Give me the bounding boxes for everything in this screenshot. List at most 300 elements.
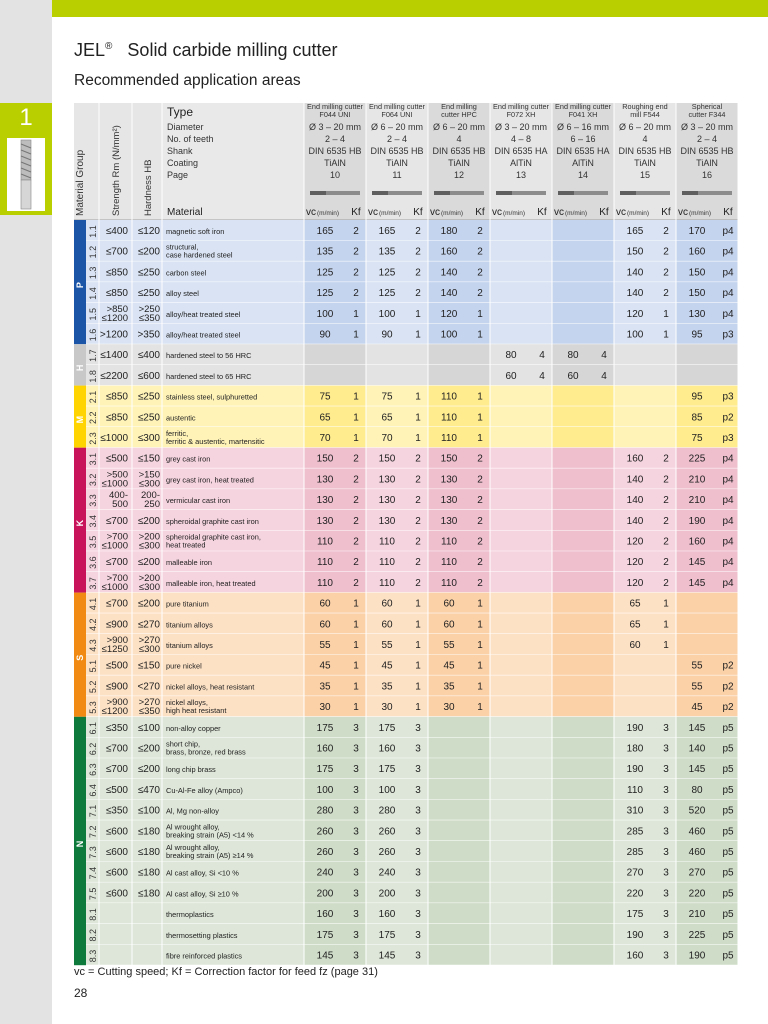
material-name: hardened steel to 56 HRC bbox=[166, 351, 252, 361]
vc-header: vc bbox=[554, 207, 564, 218]
material-name: alloy/heat treated steel bbox=[166, 330, 241, 340]
strength-value: >700 bbox=[106, 572, 128, 584]
strength-value: >500 bbox=[106, 469, 128, 481]
vc-value: 135 bbox=[316, 246, 334, 258]
kf-value: 2 bbox=[415, 577, 421, 589]
vc-unit: (m/min) bbox=[627, 210, 650, 217]
vc-value: 65 bbox=[629, 619, 641, 631]
tool-spec: TiAlN bbox=[448, 158, 470, 168]
cell-bg bbox=[428, 882, 490, 903]
material-name: ferritic & austentic, martensitic bbox=[166, 437, 265, 446]
cell-bg bbox=[552, 593, 614, 614]
cell-bg bbox=[552, 510, 614, 531]
vc-value: 110 bbox=[441, 412, 457, 424]
vc-header: vc bbox=[430, 207, 440, 218]
vc-value: 140 bbox=[626, 267, 644, 279]
strength-value: ≤700 bbox=[105, 246, 128, 258]
cell-bg bbox=[552, 489, 614, 510]
tool-code: F072 XH bbox=[506, 110, 536, 119]
vc-value: 130 bbox=[316, 474, 334, 486]
kf-value: 1 bbox=[415, 702, 421, 714]
material-name: breaking strain (A5) ≥14 % bbox=[166, 851, 254, 860]
vc-value: 140 bbox=[626, 288, 644, 300]
cell-bg bbox=[614, 365, 676, 386]
material-name: alloy steel bbox=[166, 289, 199, 299]
tool-spec: DIN 6535 HA bbox=[494, 146, 548, 156]
kf-value: 3 bbox=[353, 929, 359, 941]
vc-value: 165 bbox=[378, 226, 396, 237]
vc-header: vc bbox=[616, 207, 626, 218]
vc-value: 90 bbox=[319, 329, 331, 341]
cell-bg bbox=[552, 613, 614, 634]
tool-spec: TiAlN bbox=[386, 158, 408, 168]
material-name: fibre reinforced plastics bbox=[166, 951, 242, 961]
material-id: 3.5 bbox=[88, 535, 98, 549]
kf-value: 1 bbox=[415, 640, 421, 651]
vc-value: 140 bbox=[440, 267, 458, 279]
vc-value: 30 bbox=[319, 702, 331, 714]
vc-value: 100 bbox=[378, 308, 396, 320]
cell-bg bbox=[552, 779, 614, 800]
tool-spec: DIN 6535 HB bbox=[618, 146, 672, 156]
cell-bg bbox=[366, 344, 428, 365]
material-name: hardened steel to 65 HRC bbox=[166, 371, 252, 381]
cell-bg bbox=[490, 510, 552, 531]
kf-value: 2 bbox=[353, 577, 359, 589]
cell-bg bbox=[490, 406, 552, 427]
hardness-value: ≤150 bbox=[137, 453, 160, 465]
vc-value: 260 bbox=[316, 847, 334, 858]
header-row-label: Coating bbox=[167, 158, 199, 168]
cell-bg bbox=[676, 365, 738, 386]
vc-value: 150 bbox=[688, 288, 706, 300]
cell-bg bbox=[490, 551, 552, 572]
vc-value: 175 bbox=[316, 929, 334, 941]
vc-value: 110 bbox=[379, 536, 395, 548]
strength-value: ≤600 bbox=[105, 867, 128, 879]
tool-spec: 14 bbox=[577, 170, 589, 180]
hardness-value: >200 bbox=[138, 531, 160, 543]
vc-value: 220 bbox=[688, 888, 706, 900]
vc-value: 85 bbox=[691, 412, 703, 424]
kf-value: p5 bbox=[722, 929, 734, 941]
vc-value: 60 bbox=[381, 619, 393, 631]
vc-value: 145 bbox=[688, 722, 706, 734]
material-name: pure nickel bbox=[166, 661, 202, 671]
kf-value: 3 bbox=[663, 805, 669, 817]
cell-bg bbox=[428, 903, 490, 924]
tool-spec: Ø 6 – 20 mm bbox=[432, 122, 486, 132]
kf-value: 3 bbox=[353, 826, 359, 838]
vc-value: 145 bbox=[378, 950, 396, 962]
kf-value: 1 bbox=[477, 681, 483, 693]
vc-value: 140 bbox=[626, 474, 644, 486]
vc-value: 60 bbox=[443, 619, 455, 631]
vc-value: 95 bbox=[691, 329, 703, 341]
kf-value: 1 bbox=[415, 329, 421, 341]
tool-spec: DIN 6535 HB bbox=[432, 146, 486, 156]
vc-value: 190 bbox=[688, 950, 706, 962]
material-id: 1.8 bbox=[88, 370, 98, 383]
kf-value: 3 bbox=[353, 867, 359, 879]
kf-value: 3 bbox=[353, 950, 359, 962]
vc-value: 160 bbox=[626, 950, 644, 962]
kf-value: 2 bbox=[477, 226, 483, 237]
strength-header: Strength Rm (N/mm²) bbox=[111, 125, 122, 216]
vc-value: 180 bbox=[626, 743, 644, 755]
tool-name: End milling bbox=[441, 102, 477, 111]
vc-value: 75 bbox=[381, 391, 393, 403]
vc-value: 90 bbox=[381, 329, 393, 341]
vc-value: 175 bbox=[626, 909, 644, 921]
cell-bg bbox=[614, 344, 676, 365]
material-name: alloy/heat treated steel bbox=[166, 309, 241, 319]
cell-bg bbox=[490, 261, 552, 282]
material-id: 1.7 bbox=[88, 349, 98, 362]
material-name: Al wrought alloy, bbox=[166, 822, 220, 832]
kf-header: Kf bbox=[723, 207, 733, 218]
kf-value: 3 bbox=[353, 743, 359, 755]
kf-value: 2 bbox=[353, 536, 359, 548]
vc-value: 120 bbox=[626, 536, 644, 548]
kf-value: 2 bbox=[353, 515, 359, 527]
kf-value: 2 bbox=[663, 495, 669, 507]
kf-value: 2 bbox=[477, 288, 483, 300]
cell-bg bbox=[552, 675, 614, 696]
vc-value: 100 bbox=[378, 784, 396, 796]
kf-value: 3 bbox=[663, 888, 669, 900]
vc-value: 150 bbox=[626, 246, 644, 258]
material-name: malleable iron bbox=[166, 558, 213, 568]
vc-value: 220 bbox=[626, 888, 644, 900]
kf-value: 1 bbox=[415, 391, 421, 403]
tool-spec: Ø 3 – 20 mm bbox=[680, 122, 734, 132]
material-id: 1.1 bbox=[88, 225, 98, 238]
hardness-value: ≤250 bbox=[137, 412, 160, 424]
strength-value: ≤350 bbox=[105, 722, 128, 734]
hardness-value: 200- bbox=[140, 490, 160, 502]
tool-spec: DIN 6535 HA bbox=[556, 146, 610, 156]
material-id: 1.4 bbox=[88, 287, 98, 300]
kf-value: 2 bbox=[477, 515, 483, 527]
kf-value: 1 bbox=[353, 598, 359, 610]
vc-value: 110 bbox=[317, 557, 333, 569]
kf-value: 1 bbox=[663, 329, 669, 341]
material-name: long chip brass bbox=[166, 765, 216, 775]
kf-value: 3 bbox=[663, 743, 669, 755]
kf-value: 2 bbox=[415, 536, 421, 548]
material-id: 5.2 bbox=[88, 680, 98, 694]
vc-value: 225 bbox=[688, 929, 706, 941]
vc-value: 160 bbox=[378, 743, 396, 755]
vc-value: 120 bbox=[626, 577, 644, 589]
cell-bg bbox=[428, 841, 490, 862]
kf-value: 2 bbox=[663, 474, 669, 486]
hardness-value: ≤250 bbox=[137, 267, 160, 279]
material-name: magnetic soft iron bbox=[166, 227, 225, 236]
tool-illustration-flute bbox=[310, 191, 326, 195]
vc-value: 110 bbox=[441, 391, 457, 403]
hardness-value: >250 bbox=[138, 303, 160, 315]
kf-value: 4 bbox=[539, 350, 545, 362]
page-number: 28 bbox=[74, 986, 88, 1000]
vc-value: 55 bbox=[381, 640, 393, 651]
hardness-value: ≤100 bbox=[137, 722, 160, 734]
kf-value: 3 bbox=[415, 847, 421, 858]
tool-illustration-flute bbox=[434, 191, 450, 195]
strength-value: ≤850 bbox=[105, 267, 128, 279]
strength-value: ≤500 bbox=[105, 784, 128, 796]
kf-value: 1 bbox=[477, 412, 483, 424]
cell-bg bbox=[552, 468, 614, 489]
kf-header: Kf bbox=[351, 207, 361, 218]
tool-illustration-flute bbox=[620, 191, 636, 195]
kf-value: 3 bbox=[353, 888, 359, 900]
kf-value: 1 bbox=[477, 660, 483, 672]
vc-value: 75 bbox=[691, 433, 703, 444]
vc-value: 150 bbox=[440, 453, 458, 465]
cell-bg bbox=[490, 324, 552, 345]
material-name: ferritic, bbox=[166, 429, 189, 438]
kf-value: 3 bbox=[663, 826, 669, 838]
cell-bg bbox=[490, 531, 552, 552]
cell-bg bbox=[552, 282, 614, 303]
hardness-value: ≤250 bbox=[137, 391, 160, 403]
cell-bg bbox=[428, 779, 490, 800]
cell-bg bbox=[552, 531, 614, 552]
header-row-label: Shank bbox=[167, 146, 193, 156]
vc-value: 210 bbox=[688, 495, 706, 507]
cell-bg bbox=[552, 241, 614, 262]
tool-spec: TiAlN bbox=[696, 158, 718, 168]
header-row-label: Page bbox=[167, 170, 189, 180]
material-id: 7.1 bbox=[88, 804, 98, 818]
vc-value: 520 bbox=[688, 805, 706, 817]
vc-value: 110 bbox=[317, 577, 333, 589]
kf-value: 3 bbox=[663, 784, 669, 796]
cell-bg bbox=[428, 862, 490, 883]
material-group-header: Material Group bbox=[75, 149, 86, 216]
material-name: titanium alloys bbox=[166, 641, 213, 650]
vc-value: 100 bbox=[316, 308, 334, 320]
vc-value: 170 bbox=[688, 226, 706, 237]
kf-value: p5 bbox=[722, 764, 734, 776]
strength-value: ≤1000 bbox=[100, 433, 128, 444]
material-name: titanium alloys bbox=[166, 620, 213, 630]
tool-spec: 4 – 8 bbox=[510, 134, 532, 144]
vc-value: 160 bbox=[440, 246, 458, 258]
strength-value: ≤700 bbox=[105, 515, 128, 527]
material-id: 8.1 bbox=[88, 908, 98, 921]
strength-value: ≤700 bbox=[105, 764, 128, 776]
material-id: 4.3 bbox=[88, 639, 98, 652]
cell-bg bbox=[552, 758, 614, 779]
kf-value: 2 bbox=[477, 267, 483, 279]
vc-value: 285 bbox=[626, 826, 644, 838]
cell-bg bbox=[552, 717, 614, 738]
tool-code: F041 XH bbox=[568, 110, 598, 119]
cell-bg bbox=[490, 448, 552, 469]
kf-value: 2 bbox=[353, 288, 359, 300]
cell-bg bbox=[428, 365, 490, 386]
strength-value: ≤1000 bbox=[101, 581, 128, 593]
kf-header: Kf bbox=[599, 207, 609, 218]
cell-bg bbox=[490, 282, 552, 303]
kf-value: p4 bbox=[722, 246, 734, 258]
vc-value: 125 bbox=[316, 267, 334, 279]
hardness-value: ≤200 bbox=[137, 743, 160, 755]
material-id: 7.5 bbox=[88, 887, 98, 901]
material-name: nickel alloys, heat resistant bbox=[166, 682, 255, 692]
kf-value: 2 bbox=[477, 474, 483, 486]
cell-bg bbox=[552, 572, 614, 593]
tool-name: End milling cutter bbox=[493, 102, 549, 111]
kf-value: p4 bbox=[722, 308, 734, 320]
cell-bg bbox=[490, 220, 552, 241]
kf-value: 1 bbox=[353, 681, 359, 693]
kf-value: 1 bbox=[477, 598, 483, 610]
kf-value: 3 bbox=[663, 950, 669, 962]
kf-value: p5 bbox=[722, 867, 734, 879]
material-id: 4.1 bbox=[88, 597, 98, 611]
tool-spec: Ø 6 – 20 mm bbox=[370, 122, 424, 132]
material-id: 7.4 bbox=[88, 866, 98, 880]
vc-value: 285 bbox=[626, 847, 644, 858]
strength-value: ≤1000 bbox=[101, 540, 128, 552]
tool-spec: AlTiN bbox=[510, 158, 532, 168]
vc-value: 140 bbox=[688, 743, 706, 755]
vc-value: 200 bbox=[378, 888, 396, 900]
vc-value: 100 bbox=[316, 784, 334, 796]
material-id: 7.3 bbox=[88, 846, 98, 859]
cell-bg bbox=[490, 924, 552, 945]
material-name: malleable iron, heat treated bbox=[166, 578, 256, 588]
cell-bg bbox=[490, 386, 552, 407]
kf-value: 2 bbox=[663, 577, 669, 589]
cell-bg bbox=[490, 675, 552, 696]
vc-value: 280 bbox=[378, 805, 396, 817]
hardness-value: ≤100 bbox=[137, 805, 160, 817]
kf-value: 3 bbox=[353, 847, 359, 858]
title-rest: Solid carbide milling cutter bbox=[127, 40, 338, 60]
strength-value: >1200 bbox=[99, 329, 128, 341]
vc-value: 45 bbox=[443, 660, 455, 672]
vc-value: 175 bbox=[378, 929, 396, 941]
tool-name: End milling cutter bbox=[307, 102, 363, 111]
vc-value: 125 bbox=[316, 288, 334, 300]
hardness-value: ≤200 bbox=[137, 557, 160, 569]
hardness-value: >350 bbox=[137, 329, 160, 341]
footnote: vc = Cutting speed; Kf = Correction factor for feed fz (page 31) bbox=[74, 966, 378, 978]
kf-value: 3 bbox=[353, 805, 359, 817]
material-name: Al cast alloy, Si <10 % bbox=[166, 868, 239, 878]
kf-value: 2 bbox=[415, 267, 421, 279]
kf-value: 3 bbox=[353, 764, 359, 776]
hardness-value: ≤300 bbox=[138, 644, 160, 655]
kf-header: Kf bbox=[661, 207, 671, 218]
hardness-value: ≤180 bbox=[137, 847, 160, 858]
cell-bg bbox=[366, 365, 428, 386]
kf-value: 1 bbox=[353, 660, 359, 672]
vc-unit: (m/min) bbox=[317, 210, 340, 217]
cell-bg bbox=[304, 365, 366, 386]
cell-bg bbox=[490, 593, 552, 614]
cell-bg bbox=[552, 903, 614, 924]
vc-value: 165 bbox=[626, 226, 644, 237]
kf-value: 2 bbox=[477, 495, 483, 507]
tool-illustration-flute bbox=[558, 191, 574, 195]
kf-value: p4 bbox=[722, 267, 734, 279]
vc-value: 210 bbox=[688, 474, 706, 486]
kf-value: 2 bbox=[415, 246, 421, 258]
kf-value: 2 bbox=[477, 453, 483, 465]
tool-name: Roughing end bbox=[622, 102, 668, 111]
material-name: heat treated bbox=[166, 540, 206, 550]
tool-code: cutter HPC bbox=[441, 110, 477, 119]
vc-value: 150 bbox=[378, 453, 396, 465]
material-name: non-alloy copper bbox=[166, 723, 221, 733]
header-row-label: Diameter bbox=[167, 122, 204, 132]
material-id: 1.3 bbox=[88, 266, 98, 280]
cell-bg bbox=[614, 655, 676, 676]
cell-bg bbox=[614, 406, 676, 427]
cell-bg bbox=[428, 758, 490, 779]
kf-value: p2 bbox=[722, 412, 734, 424]
page-subtitle: Recommended application areas bbox=[74, 72, 301, 89]
tool-spec: Ø 3 – 20 mm bbox=[308, 122, 362, 132]
kf-value: p5 bbox=[722, 847, 734, 858]
kf-value: 3 bbox=[415, 929, 421, 941]
material-name: structural, bbox=[166, 242, 199, 252]
kf-value: 2 bbox=[415, 288, 421, 300]
vc-value: 260 bbox=[316, 826, 334, 838]
hardness-value: ≤470 bbox=[137, 784, 160, 796]
strength-value: ≤600 bbox=[105, 888, 128, 900]
kf-value: p3 bbox=[722, 433, 734, 444]
kf-value: 2 bbox=[663, 453, 669, 465]
vc-value: 260 bbox=[378, 847, 396, 858]
vc-value: 460 bbox=[688, 847, 706, 858]
hardness-value: ≤350 bbox=[138, 706, 160, 718]
strength-value: ≤1200 bbox=[101, 706, 128, 718]
kf-value: 3 bbox=[415, 805, 421, 817]
kf-value: 2 bbox=[663, 515, 669, 527]
vc-value: 110 bbox=[627, 784, 643, 796]
chapter-number: 1 bbox=[19, 104, 33, 131]
hardness-header: Hardness HB bbox=[143, 159, 154, 216]
vc-value: 60 bbox=[629, 640, 641, 651]
tool-name: End milling cutter bbox=[369, 102, 425, 111]
cell-bg bbox=[490, 820, 552, 841]
hardness-value: ≤200 bbox=[137, 598, 160, 610]
strength-value: ≤850 bbox=[105, 412, 128, 424]
kf-value: 1 bbox=[477, 619, 483, 631]
strength-value: ≤900 bbox=[105, 681, 128, 693]
header-row-label: No. of teeth bbox=[167, 134, 214, 144]
material-id: 1.5 bbox=[88, 307, 98, 321]
cell-bg bbox=[552, 551, 614, 572]
vc-unit: (m/min) bbox=[565, 210, 588, 217]
strength-value: >900 bbox=[106, 697, 128, 709]
hardness-value: ≤150 bbox=[137, 660, 160, 672]
cell-bg bbox=[552, 800, 614, 821]
cell-bg bbox=[490, 717, 552, 738]
material-id: 3.2 bbox=[88, 473, 98, 487]
tool-name: End milling cutter bbox=[555, 102, 611, 111]
kf-value: 1 bbox=[415, 660, 421, 672]
vc-value: 30 bbox=[443, 702, 455, 714]
tool-code: mill F544 bbox=[630, 110, 660, 119]
